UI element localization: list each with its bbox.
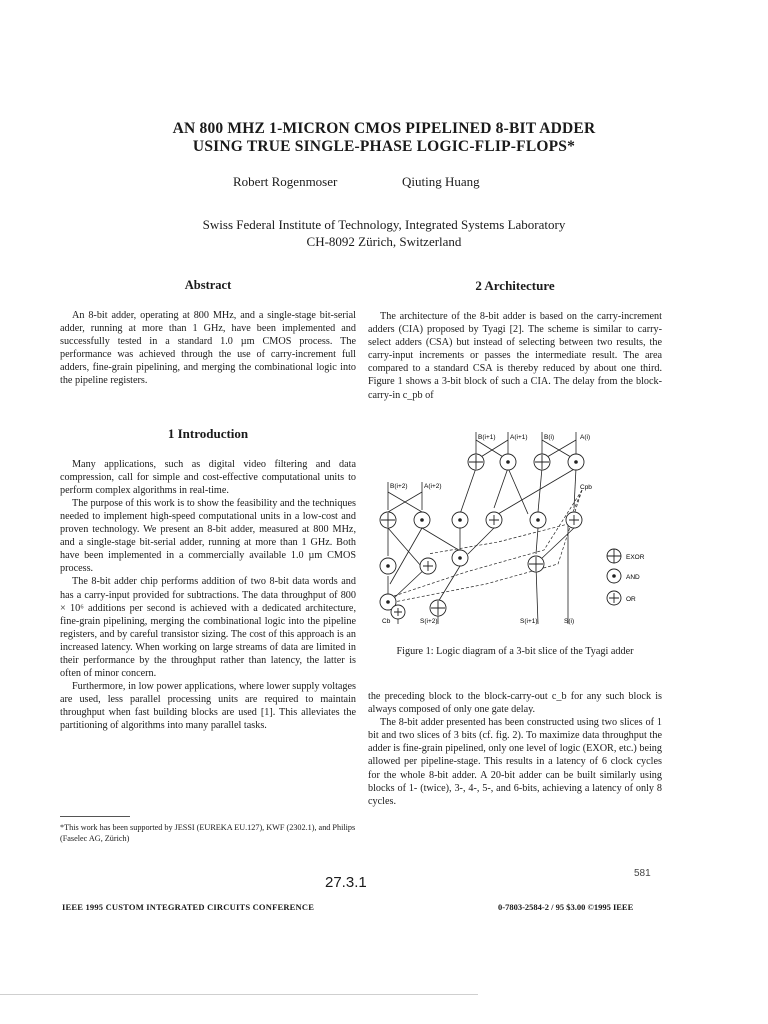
logic-diagram-svg: [368, 424, 662, 644]
author-1: Robert Rogenmoser: [233, 174, 338, 189]
legend-or: OR: [626, 596, 636, 603]
left-column: [60, 278, 356, 733]
title-line-1: AN 800 MHZ 1-MICRON CMOS PIPELINED 8-BIT ADDER: [172, 120, 596, 137]
abstract-heading: Abstract: [184, 278, 232, 292]
arch-paragraph-3: The 8-bit adder presented has been constructed using two slices of 1 bit and two slices of 3 bits (cf. fig. 2). To maximize data throughput the adder is fine-grain pipelined, only one level of logic (EXOR, etc.) being allowed per pipeline-stage. This results in a latency of 6 clock cycles for the whole 8-bit adder. A 20-bit adder can be built similarly using blocks of 1- (twice), 3-, 4-, 5-, and 6-bits, achieving a latency of only 8 cycles.: [368, 717, 662, 807]
and-dots: [386, 460, 578, 604]
label-b-i2: B(i+2): [390, 483, 408, 490]
label-cb: Cb: [382, 618, 391, 625]
legend-and-dot: [612, 574, 616, 578]
intro-paragraph-4: Furthermore, in low power applications, where lower supply voltages are used, less parallel processing units are required to maintain throughput when fast building blocks are used [1]. This alleviates the partitioning of algorithms into many parallel tasks.: [60, 681, 356, 732]
author-2: Qiuting Huang: [402, 174, 480, 189]
arch-paragraph-2: the preceding block to the block-carry-out c_b for any such block is always composed of only one gate delay.: [368, 691, 662, 716]
figure-1-logic-diagram: [368, 424, 662, 644]
conference-name: IEEE 1995 CUSTOM INTEGRATED CIRCUITS CONFERENCE: [62, 902, 315, 912]
label-b-i1: B(i+1): [478, 434, 496, 441]
figure-1-caption: Figure 1: Logic diagram of a 3-bit slice of the Tyagi adder: [396, 646, 634, 657]
paper-title: [60, 120, 708, 156]
legend-exor: EXOR: [626, 554, 645, 561]
affiliation: [60, 216, 708, 250]
abstract-text: An 8-bit adder, operating at 800 MHz, and a single-stage bit-serial adder, running at more than 1 GHz, have been implemented and successfully tested in a standard 1.0 µm CMOS process. The performance was achieved through the use of carry-increment full adders, fine-grain pipelining, and merging the combinational logic into the pipeline registers.: [60, 310, 356, 387]
label-s-i2: S(i+2): [420, 618, 438, 625]
architecture-heading: 2 Architecture: [475, 278, 555, 293]
bottom-rule: [0, 994, 478, 995]
label-cpb: Cpb: [580, 484, 592, 491]
session-number: 27.3.1: [325, 874, 367, 891]
label-s-i1: S(i+1): [520, 618, 538, 625]
intro-paragraph-3: The 8-bit adder chip performs addition of two 8-bit data words and has a carry-input provided for subtractions. The data throughput of 800 × 10⁶ additions per second is achieved with a dedicated architecture, fine-grain pipelining, merging the combinational logic into the pipeline registers, and by careful transistor sizing. The cost of this approach is an increased latency. When working on large streams of data are limited in their performance by the throughput rather than latency, the latter is often of minor concern.: [60, 576, 356, 680]
right-column-continued: [368, 690, 662, 808]
affiliation-line-1: Swiss Federal Institute of Technology, Integrated Systems Laboratory: [202, 217, 566, 232]
footnote: *This work has been supported by JESSI (EUREKA EU.127), KWF (2302.1), and Philips (Faselec AG, Zürich): [60, 823, 356, 843]
label-a-i2: A(i+2): [424, 483, 442, 490]
page-number: 581: [634, 868, 651, 879]
label-a-i1: A(i+1): [510, 434, 528, 441]
right-column: [368, 278, 662, 402]
isbn-copyright: 0-7803-2584-2 / 95 $3.00 ©1995 IEEE: [498, 902, 634, 912]
label-b-i: B(i): [544, 434, 555, 441]
footnote-rule: [60, 816, 130, 817]
intro-paragraph-1: Many applications, such as digital video filtering and data compression, call for simple and cost-effective computational units to perform complex algorithms in real-time.: [60, 458, 356, 496]
affiliation-line-2: CH-8092 Zürich, Switzerland: [306, 234, 462, 249]
gate-symbols: [381, 455, 579, 616]
introduction-heading: 1 Introduction: [167, 425, 249, 441]
label-a-i: A(i): [580, 434, 591, 441]
legend-and: AND: [626, 574, 640, 581]
arch-paragraph-1: The architecture of the 8-bit adder is based on the carry-increment adders (CIA) proposed by Tyagi [2]. The scheme is similar to carry-select adders (CSA) but instead of selecting between two results, the carry-input increments or passes the intermediate result. The area compared to a standard CSA is thereby reduced by about one third. Figure 1 shows a 3-bit block of such a CIA. The delay from the block-carry-in c_pb of: [368, 311, 662, 401]
title-line-2: USING TRUE SINGLE-PHASE LOGIC-FLIP-FLOPS*: [192, 138, 576, 155]
intro-paragraph-2: The purpose of this work is to show the feasibility and the techniques needed to implement high-speed computational units in a low-cost and proven technology. We present an 8-bit adder, measured at 800 MHz, and a single-stage bit-serial adder, running at more than 1 GHz. Both have been implemented in a commercially available 1.0 µm CMOS process.: [60, 497, 356, 575]
gates: [380, 454, 584, 619]
label-s-i: S(i): [564, 618, 575, 625]
